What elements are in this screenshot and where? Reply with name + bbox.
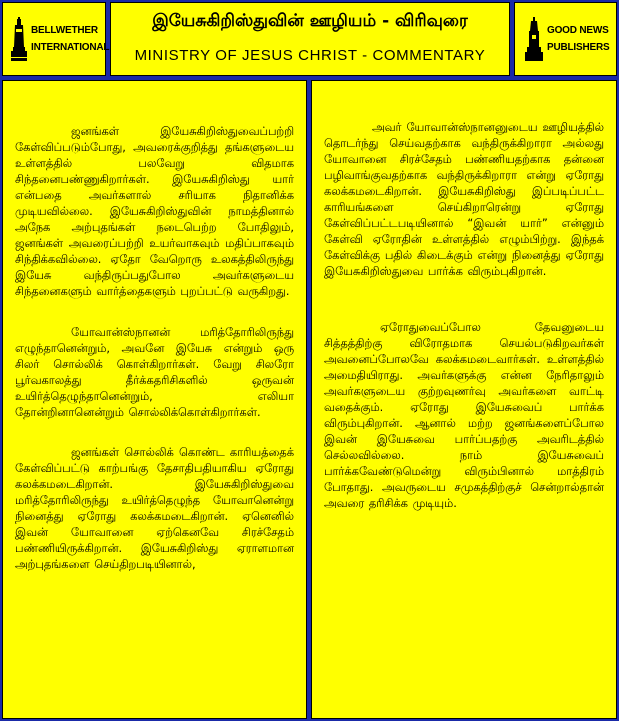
paragraph: யோவான்ஸ்நானன் மரித்தோரிலிருந்து எழுந்தானென்றும், அவனே இயேசு என்றும் ஒரு சிலர் சொல்லிக் கொள்கிறார்கள். வேறு சிலரோ பூர்வகாலத்து தீர்க்கதரிசிகளில் ஒருவன் உயிர்த்தெழுந்தானென்றும், எலியா தோன்றினானென்றும் சொல்லிக்கொள்கிறார்கள்.: [15, 325, 294, 419]
good-news-tower-icon: [525, 17, 543, 61]
bellwether-line1: BELLWETHER: [31, 25, 98, 36]
good-news-line1: GOOD NEWS: [547, 25, 609, 36]
bellwether-line2: INTERNATIONAL: [31, 42, 110, 53]
left-column: [2, 80, 307, 719]
title-box: [110, 2, 510, 76]
right-column-text: [324, 119, 604, 511]
paragraph: ஜனங்கள் இயேசுகிறிஸ்துவைப்பற்றி கேள்விப்படும்போது, அவரைக்குறித்து தங்களுடைய உள்ளத்தில் பலவேறு விதமாக சிந்தனைபண்ணுகிறார்கள். இயேசுகிறிஸ்து யார் என்பதை அவர்களால் சரியாக நிதானிக்க முடியவில்லை. இயேசுகிறிஸ்துவின் நாமத்தினால் அநேக அற்புதங்கள் நடைபெற்ற போதிலும், ஜனங்கள் அவரைப்பற்றி உயர்வாகவும் மதிப்பாகவும் சிந்திக்கவில்லை. ஏதோ வேறொரு உலகத்திலிருந்து இயேசு வந்திருப்பதுபோல அவர்களுடைய சிந்தனைகளும் வார்த்தைகளும் புறப்பட்டு வருகிறது.: [15, 124, 294, 298]
bellwether-logo: [11, 17, 109, 61]
paragraph: ஏரோதுவைப்போல தேவனுடைய சித்தத்திற்கு விரோதமாக செயல்படுகிறவர்கள் அவனைப்போலவே கலக்கமடைவார்கள். உள்ளத்தில் அமைதியிராது. அவர்களுக்கு என்ன நேரிதாலும் அவர்களுடைய குற்றவுணர்வு அவர்களை வாட்டி வதைக்கும். ஏரோது இயேசுவைப் பார்க்க விரும்புகிறான். ஆனால் மற்ற ஜனங்களைப்போல இவன் இயேசுவை பார்ப்பதற்கு அவரிடத்தில் செல்லவில்லை. நாம் இயேசுவைப் பார்க்கவேண்டுமென்று விரும்பினால் மாத்திரம் போதாது. அவருடைய சமுகத்திற்குச் சென்றால்தான் அவரை தரிசிக்க முடியும்.: [324, 320, 604, 510]
title-tamil: இயேசுகிறிஸ்துவின் ஊழியம் - விரிவுரை: [152, 11, 468, 31]
title-english: MINISTRY OF JESUS CHRIST - COMMENTARY: [134, 47, 486, 64]
left-column-text: [15, 123, 294, 572]
paragraph: அவர் யோவான்ஸ்நானனுடைய ஊழியத்தில் தொடர்ந்து செய்வதற்காக வந்திருக்கிறாரா அல்லது யோவானை சிரச்சேதம் பண்ணியதற்காக தன்னை பழிவாங்குவதற்காக வந்திருக்கிறாரா என்று ஏரோது கலக்கமடைகிறான். இயேசுகிறிஸ்து இப்படிப்பட்ட காரியங்களை செய்கிறாரென்று ஏரோது கேள்விப்பட்டபடியினால் “இவன் யார்” என்னும் கேள்வி ஏரோதின் உள்ளத்தில் எழும்பிற்று. இந்தக் கேள்விக்கு பதில் கிடைக்கும் என்று நினைத்து ஏரோது இயேசுகிறிஸ்துவை பார்க்க விரும்புகிறான்.: [324, 120, 604, 278]
right-column: [311, 80, 617, 719]
bellwether-statue-icon: [11, 17, 27, 61]
good-news-logo-box: [514, 2, 617, 76]
bellwether-logo-box: [2, 2, 110, 76]
good-news-line2: PUBLISHERS: [547, 42, 610, 53]
paragraph: ஜனங்கள் சொல்லிக் கொண்ட காரியத்தைக் கேள்விப்பட்டு காற்பங்கு தேசாதிபதியாகிய ஏரோது கலக்கமடைகிறான். இயேசுகிறிஸ்துவை மரித்தோரிலிருந்து உயிர்த்தெழுந்த யோவானென்று நினைத்து ஏரோது கலக்கமடைகிறான். ஏனெனில் இவன் யோவானை ஏற்கெனவே சிரச்சேதம் பண்ணியிருக்கிறான். இயேசுகிறிஸ்து ஏராளமான அற்புதங்களை செய்திறபடியினால்,: [15, 445, 294, 571]
good-news-logo: [525, 17, 609, 61]
